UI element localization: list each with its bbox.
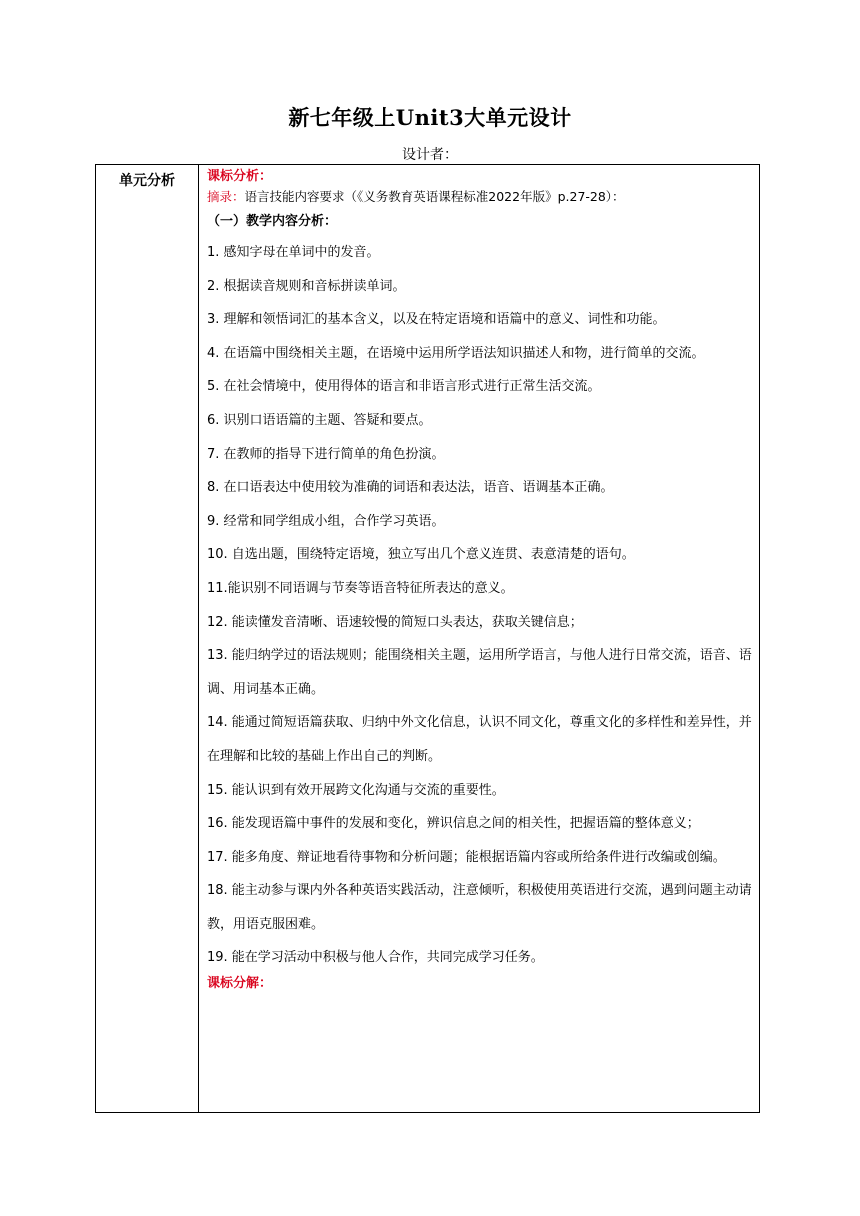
list-item: 5. 在社会情境中，使用得体的语言和非语言形式进行正常生活交流。 — [207, 379, 601, 395]
requirement-list — [207, 236, 753, 975]
list-item: 10. 自选出题，围绕特定语境，独立写出几个意义连贯、表意清楚的语句。 — [207, 547, 635, 563]
unit-design-table — [95, 164, 760, 1113]
curriculum-analysis-heading: 课标分析： — [207, 169, 273, 184]
list-item: 15. 能认识到有效开展跨文化沟通与交流的重要性。 — [207, 782, 505, 798]
excerpt-line — [207, 186, 753, 208]
list-item: 17. 能多角度、辩证地看待事物和分析问题；能根据语篇内容或所给条件进行改编或创编。 — [207, 849, 726, 865]
document-title: 新七年级上Unit3大单元设计 — [288, 105, 572, 130]
list-item: 16. 能发现语篇中事件的发展和变化，辨识信息之间的相关性，把握语篇的整体意义； — [207, 816, 700, 832]
list-item: 18. 能主动参与课内外各种英语实践活动，注意倾听，积极使用英语进行交流，遇到问题主动请教，用语克服困难。 — [207, 883, 752, 932]
list-item: 11.能识别不同语调与节奏等语音特征所表达的意义。 — [207, 580, 514, 596]
list-item: 19. 能在学习活动中积极与他人合作，共同完成学习任务。 — [207, 950, 544, 966]
section-title: （一）教学内容分析： — [207, 214, 338, 229]
table-row — [96, 165, 760, 1113]
list-item: 8. 在口语表达中使用较为准确的词语和表达法，语音、语调基本正确。 — [207, 480, 614, 496]
curriculum-breakdown-heading: 课标分解： — [207, 976, 273, 992]
content-block — [199, 165, 759, 993]
excerpt-label: 摘录： — [207, 189, 245, 204]
list-item: 12. 能读懂发音清晰、语速较慢的简短口头表达，获取关键信息； — [207, 614, 583, 630]
list-item: 6. 识别口语语篇的主题、答疑和要点。 — [207, 412, 432, 428]
content-cell — [199, 165, 760, 1113]
list-item: 4. 在语篇中围绕相关主题，在语境中运用所学语法知识描述人和物，进行简单的交流。 — [207, 345, 705, 361]
list-item: 13. 能归纳学过的语法规则；能围绕相关主题，运用所学语言，与他人进行日常交流，语音、语调、用词基本正确。 — [207, 648, 752, 697]
excerpt-text: 语言技能内容要求（《义务教育英语课程标准2022年版》p.27-28）： — [244, 189, 625, 204]
row-label-cell — [96, 165, 199, 1113]
list-item: 2. 根据读音规则和音标拼读单词。 — [207, 278, 406, 294]
list-item: 9. 经常和同学组成小组，合作学习英语。 — [207, 513, 445, 529]
list-item: 7. 在教师的指导下进行简单的角色扮演。 — [207, 446, 445, 462]
row-label-unit-analysis: 单元分析 — [119, 173, 175, 189]
designer-line: 设计者： — [402, 147, 458, 163]
list-item: 14. 能通过简短语篇获取、归纳中外文化信息，认识不同文化，尊重文化的多样性和差异性，并在理解和比较的基础上作出自己的判断。 — [207, 715, 752, 764]
list-item: 3. 理解和领悟词汇的基本含义，以及在特定语境和语篇中的意义、词性和功能。 — [207, 312, 666, 328]
list-item: 1. 感知字母在单词中的发音。 — [207, 245, 380, 260]
